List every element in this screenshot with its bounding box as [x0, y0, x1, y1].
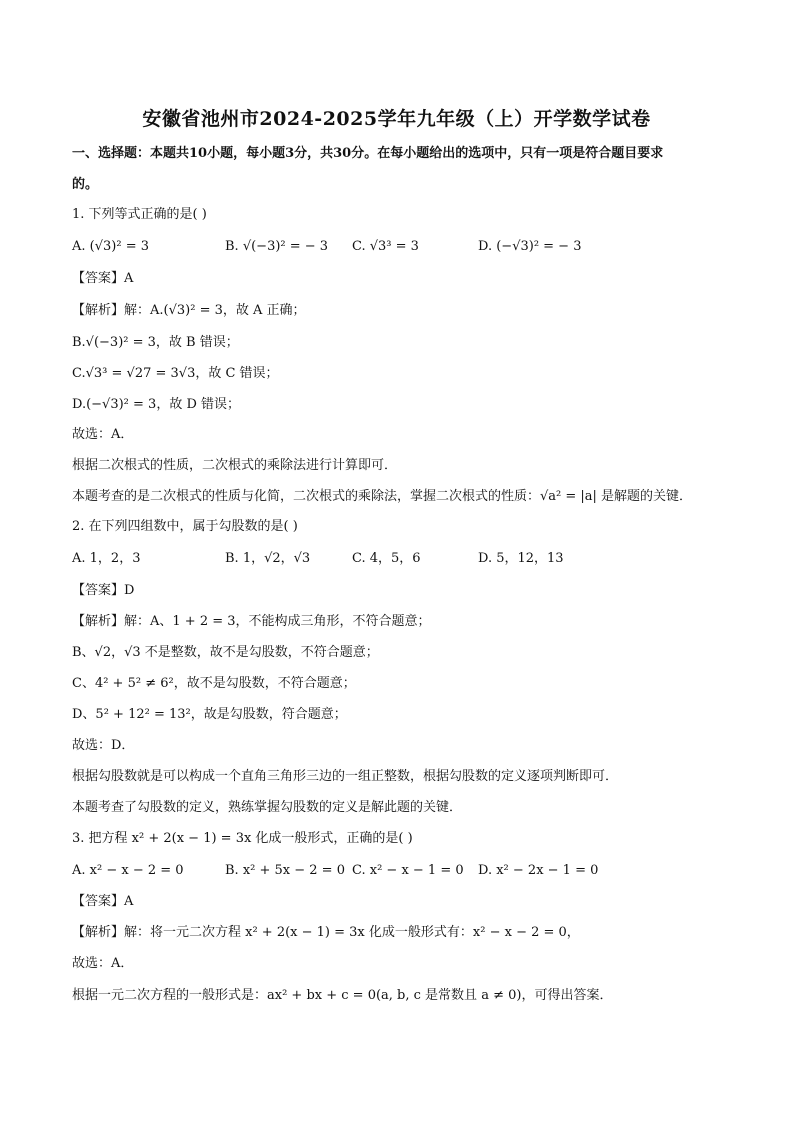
question-1-analysis-3: C.√3³ = √27 = 3√3，故 C 错误；	[72, 366, 279, 381]
question-2-analysis-4: D、5² + 12² = 13²，故是勾股数，符合题意；	[72, 707, 347, 722]
question-3-analysis-2: 故选：A．	[72, 956, 134, 971]
question-2-analysis-7: 本题考查了勾股数的定义，熟练掌握勾股数的定义是解此题的关键．	[72, 800, 463, 815]
section-heading-line-2: 的。	[72, 177, 99, 192]
question-3-analysis-1: 【解析】解：将一元二次方程 x² + 2(x − 1) = 3x 化成一般形式有：x² − x − 2 = 0，	[72, 925, 580, 940]
section-heading-line-1: 一、选择题：本题共10小题，每小题3分，共30分。在每小题给出的选项中，只有一项是符合题目要求	[72, 146, 664, 161]
question-3-option-c: C. x² − x − 1 = 0	[352, 863, 464, 878]
question-2-analysis-3: C、4² + 5² ≠ 6²，故不是勾股数，不符合题意；	[72, 676, 356, 691]
question-3-answer: 【答案】A	[72, 894, 134, 909]
question-2-analysis-6: 根据勾股数就是可以构成一个直角三角形三边的一组正整数，根据勾股数的定义逐项判断即可．	[72, 769, 619, 784]
question-3-analysis-3: 根据一元二次方程的一般形式是：ax² + bx + c = 0(a, b, c 是常数且 a ≠ 0)，可得出答案．	[72, 988, 613, 1003]
question-1-stem: 1. 下列等式正确的是( )	[72, 207, 207, 222]
page-title: 安徽省池州市2024-2025学年九年级（上）开学数学试卷	[142, 108, 651, 130]
question-2-option-b: B. 1，√2，√3	[225, 551, 311, 566]
question-2-option-c: C. 4，5，6	[352, 551, 421, 566]
question-1-analysis-1: 【解析】解：A.(√3)² = 3，故 A 正确；	[72, 303, 306, 318]
question-1-analysis-2: B.√(−3)² = 3，故 B 错误；	[72, 335, 239, 350]
question-1-option-c: C. √3³ = 3	[352, 239, 419, 254]
question-3-option-d: D. x² − 2x − 1 = 0	[478, 863, 599, 878]
question-2-answer: 【答案】D	[72, 583, 135, 598]
question-3-option-a: A. x² − x − 2 = 0	[72, 863, 184, 878]
question-1-option-b: B. √(−3)² = − 3	[225, 239, 329, 254]
question-3-stem: 3. 把方程 x² + 2(x − 1) = 3x 化成一般形式，正确的是( )	[72, 831, 413, 846]
question-1-analysis-5: 故选：A．	[72, 427, 134, 442]
question-2-analysis-5: 故选：D．	[72, 738, 135, 753]
question-1-option-d: D. (−√3)² = − 3	[478, 239, 582, 254]
question-2-analysis-1: 【解析】解：A、1 + 2 = 3，不能构成三角形，不符合题意；	[72, 614, 431, 629]
question-2-option-d: D. 5，12，13	[478, 551, 564, 566]
question-3-option-b: B. x² + 5x − 2 = 0	[225, 863, 345, 878]
question-1-answer: 【答案】A	[72, 271, 134, 286]
question-1-analysis-7: 本题考查的是二次根式的性质与化简，二次根式的乘除法，掌握二次根式的性质：√a² = |a| 是解题的关键．	[72, 489, 693, 504]
question-1-option-a: A. (√3)² = 3	[72, 239, 149, 254]
question-1-analysis-4: D.(−√3)² = 3，故 D 错误；	[72, 397, 241, 412]
question-2-analysis-2: B、√2，√3 不是整数，故不是勾股数，不符合题意；	[72, 645, 379, 660]
question-2-stem: 2. 在下列四组数中，属于勾股数的是( )	[72, 519, 298, 534]
question-1-analysis-6: 根据二次根式的性质，二次根式的乘除法进行计算即可．	[72, 458, 398, 473]
question-2-option-a: A. 1，2，3	[72, 551, 141, 566]
